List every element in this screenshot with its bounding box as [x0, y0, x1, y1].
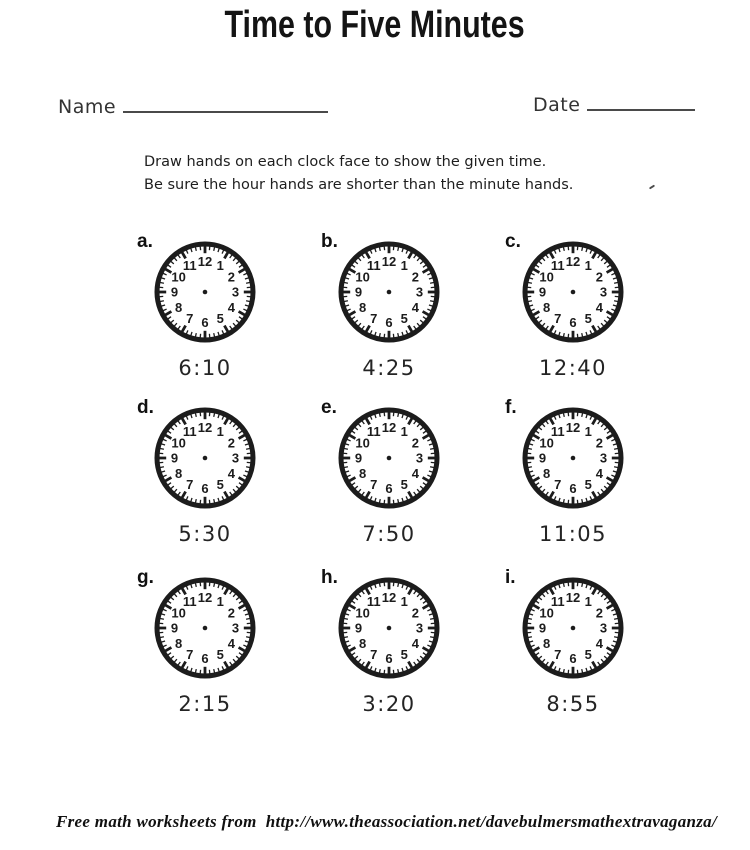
svg-text:12: 12	[565, 254, 581, 269]
svg-text:4: 4	[227, 465, 236, 481]
svg-text:1: 1	[400, 594, 408, 610]
date-field	[533, 94, 695, 116]
svg-text:11: 11	[366, 424, 381, 440]
svg-text:8: 8	[358, 635, 367, 651]
svg-text:5: 5	[216, 646, 224, 662]
svg-text:6: 6	[201, 315, 209, 330]
svg-text:5: 5	[400, 310, 408, 326]
svg-text:5: 5	[584, 646, 592, 662]
svg-text:2: 2	[411, 269, 420, 285]
svg-text:12: 12	[381, 590, 397, 605]
instruction-line-1: Draw hands on each clock face to show the given time.	[144, 154, 547, 170]
svg-text:11: 11	[366, 594, 381, 610]
svg-text:6: 6	[569, 315, 577, 330]
clock-face[interactable]	[337, 576, 441, 680]
svg-text:8: 8	[542, 465, 551, 481]
svg-text:2: 2	[227, 605, 236, 621]
svg-text:10: 10	[539, 605, 554, 621]
svg-text:12: 12	[565, 420, 581, 435]
clock-face[interactable]	[521, 406, 625, 510]
svg-text:12: 12	[565, 590, 581, 605]
svg-text:1: 1	[216, 258, 224, 274]
problem-label: g.	[137, 567, 154, 588]
svg-text:4: 4	[227, 299, 236, 315]
svg-text:11: 11	[366, 258, 381, 274]
svg-text:3: 3	[231, 620, 240, 636]
svg-text:2: 2	[411, 435, 420, 451]
svg-text:11: 11	[182, 424, 197, 440]
svg-text:3: 3	[599, 450, 608, 466]
svg-text:4: 4	[595, 465, 604, 481]
svg-text:5: 5	[584, 310, 592, 326]
svg-text:7: 7	[554, 646, 562, 662]
time-label: 3:20	[362, 692, 416, 716]
svg-text:8: 8	[358, 299, 367, 315]
svg-text:6: 6	[201, 481, 209, 496]
footer-credit: Free math worksheets from http://www.theassociation.net/davebulmersmathextravaganza/	[56, 812, 718, 831]
svg-text:7: 7	[554, 476, 562, 492]
problem-label: e.	[321, 397, 337, 418]
instruction-line-2: Be sure the hour hands are shorter than the minute hands.	[144, 177, 574, 194]
clock-problem	[297, 566, 481, 744]
svg-text:7: 7	[554, 310, 562, 326]
svg-text:10: 10	[539, 269, 554, 285]
clock-problem	[113, 230, 297, 396]
time-label: 12:40	[538, 356, 608, 380]
svg-text:4: 4	[411, 299, 420, 315]
svg-text:8: 8	[358, 465, 367, 481]
svg-text:9: 9	[538, 620, 547, 636]
svg-text:12: 12	[197, 420, 213, 435]
svg-text:1: 1	[216, 594, 224, 610]
svg-text:4: 4	[595, 635, 604, 651]
date-input-line[interactable]	[587, 95, 695, 111]
svg-text:5: 5	[584, 476, 592, 492]
svg-text:4: 4	[411, 635, 420, 651]
clock-face[interactable]	[337, 240, 441, 344]
clock-problem	[297, 230, 481, 396]
svg-text:12: 12	[381, 254, 397, 269]
svg-text:1: 1	[584, 258, 592, 274]
svg-text:4: 4	[411, 465, 420, 481]
svg-text:9: 9	[170, 620, 179, 636]
svg-text:8: 8	[174, 465, 183, 481]
svg-text:10: 10	[355, 435, 370, 451]
clock-face[interactable]	[153, 406, 257, 510]
time-label: 7:50	[362, 522, 416, 546]
page-header	[0, 4, 750, 47]
svg-text:4: 4	[595, 299, 604, 315]
svg-text:10: 10	[355, 605, 370, 621]
svg-text:5: 5	[400, 646, 408, 662]
date-label: Date	[533, 94, 581, 116]
svg-text:11: 11	[550, 424, 565, 440]
svg-text:6: 6	[385, 481, 393, 496]
svg-text:12: 12	[197, 254, 213, 269]
svg-text:5: 5	[216, 476, 224, 492]
clock-problem	[481, 230, 665, 396]
svg-text:2: 2	[595, 605, 604, 621]
svg-text:10: 10	[355, 269, 370, 285]
time-label: 4:25	[362, 356, 416, 380]
problem-label: f.	[505, 397, 517, 418]
svg-text:9: 9	[354, 620, 363, 636]
svg-text:6: 6	[569, 651, 577, 666]
time-label: 6:10	[178, 356, 232, 380]
clock-face[interactable]	[153, 240, 257, 344]
svg-text:10: 10	[171, 269, 186, 285]
svg-text:1: 1	[400, 258, 408, 274]
svg-text:10: 10	[171, 605, 186, 621]
svg-text:12: 12	[381, 420, 397, 435]
name-label: Name	[58, 96, 117, 118]
svg-text:7: 7	[370, 476, 378, 492]
time-label: 11:05	[538, 522, 608, 546]
svg-text:9: 9	[538, 284, 547, 300]
svg-text:6: 6	[385, 315, 393, 330]
svg-text:2: 2	[595, 435, 604, 451]
svg-text:2: 2	[227, 435, 236, 451]
svg-text:11: 11	[550, 258, 565, 274]
svg-text:2: 2	[227, 269, 236, 285]
svg-text:7: 7	[370, 646, 378, 662]
svg-text:2: 2	[595, 269, 604, 285]
clock-problem	[481, 396, 665, 566]
clock-face[interactable]	[521, 576, 625, 680]
svg-text:7: 7	[186, 476, 194, 492]
svg-text:11: 11	[550, 594, 565, 610]
clock-face[interactable]	[153, 576, 257, 680]
clock-face[interactable]	[337, 406, 441, 510]
svg-text:12: 12	[197, 590, 213, 605]
svg-text:3: 3	[415, 620, 424, 636]
name-input-line[interactable]	[123, 97, 328, 113]
svg-text:3: 3	[599, 284, 608, 300]
time-label: 5:30	[178, 522, 232, 546]
clock-problem	[113, 396, 297, 566]
svg-text:9: 9	[354, 450, 363, 466]
svg-text:8: 8	[542, 635, 551, 651]
name-field	[58, 96, 328, 118]
svg-text:2: 2	[411, 605, 420, 621]
svg-text:9: 9	[354, 284, 363, 300]
problem-label: c.	[505, 231, 521, 252]
svg-text:11: 11	[182, 258, 197, 274]
clock-problem	[481, 566, 665, 744]
svg-text:9: 9	[538, 450, 547, 466]
problem-label: i.	[505, 567, 516, 588]
svg-text:3: 3	[415, 450, 424, 466]
svg-text:4: 4	[227, 635, 236, 651]
time-label: 8:55	[546, 692, 600, 716]
svg-text:10: 10	[171, 435, 186, 451]
svg-text:8: 8	[174, 299, 183, 315]
svg-text:5: 5	[400, 476, 408, 492]
clock-face[interactable]	[521, 240, 625, 344]
svg-text:1: 1	[216, 424, 224, 440]
svg-text:6: 6	[569, 481, 577, 496]
svg-text:6: 6	[201, 651, 209, 666]
problem-label: a.	[137, 231, 153, 252]
svg-text:11: 11	[182, 594, 197, 610]
svg-text:3: 3	[231, 284, 240, 300]
svg-text:1: 1	[400, 424, 408, 440]
instructions	[144, 151, 573, 197]
problem-label: h.	[321, 567, 338, 588]
svg-text:8: 8	[174, 635, 183, 651]
svg-text:5: 5	[216, 310, 224, 326]
svg-text:3: 3	[415, 284, 424, 300]
time-label: 2:15	[178, 692, 232, 716]
problem-label: d.	[137, 397, 154, 418]
svg-text:3: 3	[599, 620, 608, 636]
svg-text:9: 9	[170, 450, 179, 466]
svg-text:1: 1	[584, 424, 592, 440]
clock-problem	[113, 566, 297, 744]
problem-label: b.	[321, 231, 338, 252]
page-title: Time to Five Minutes	[224, 4, 526, 46]
svg-text:1: 1	[584, 594, 592, 610]
scan-artifact	[649, 185, 655, 190]
clock-grid	[113, 230, 665, 744]
svg-text:6: 6	[385, 651, 393, 666]
svg-text:3: 3	[231, 450, 240, 466]
svg-text:8: 8	[542, 299, 551, 315]
svg-text:9: 9	[170, 284, 179, 300]
svg-text:7: 7	[186, 310, 194, 326]
clock-problem	[297, 396, 481, 566]
svg-text:10: 10	[539, 435, 554, 451]
svg-text:7: 7	[186, 646, 194, 662]
svg-text:7: 7	[370, 310, 378, 326]
